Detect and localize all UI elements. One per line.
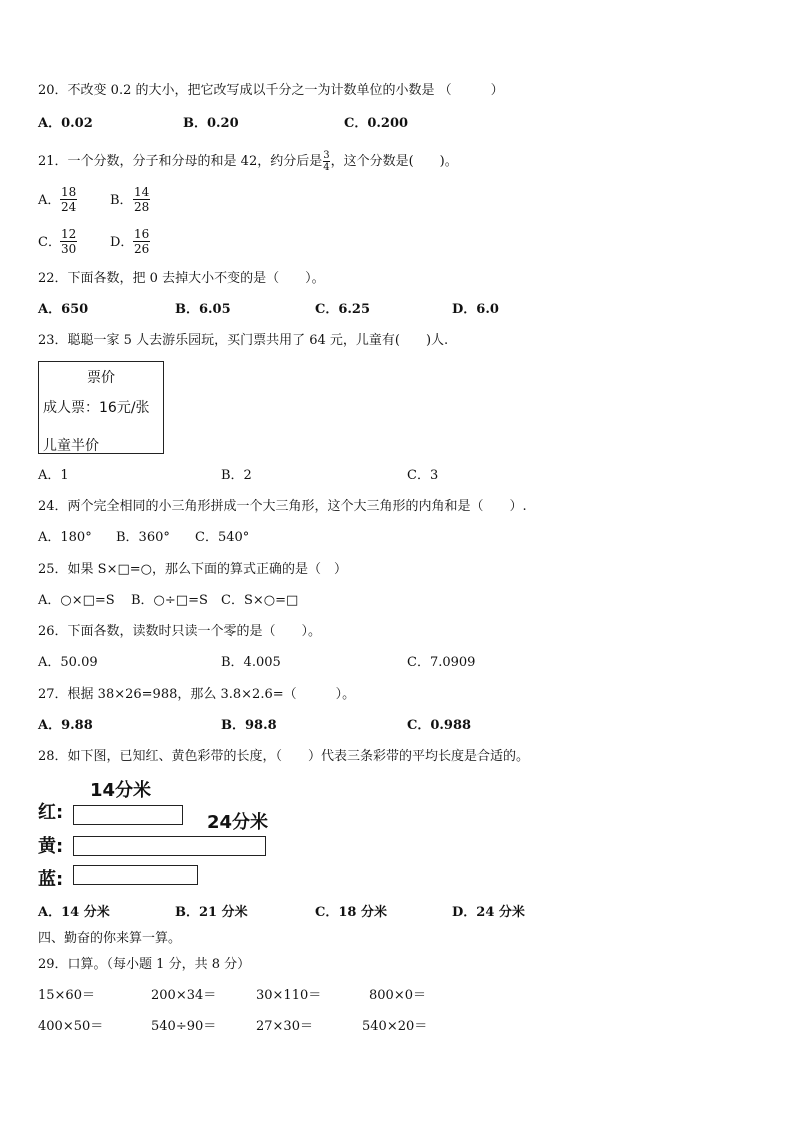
q21-option-d-letter: D． [110, 235, 134, 250]
q21-c-den: 30 [61, 242, 77, 256]
q24-text: 24．两个完全相同的小三角形拼成一个大三角形，这个大三角形的内角和是（ ）. [38, 499, 527, 514]
q22-option-d: D．6.0 [452, 302, 499, 317]
q21-a-den: 24 [61, 200, 77, 214]
q22-text: 22．下面各数，把 0 去掉大小不变的是（ ）。 [38, 271, 325, 286]
q28-option-a: A．14 分米 [38, 905, 110, 920]
q26-text: 26．下面各数，读数时只读一个零的是（ ）。 [38, 624, 322, 639]
q21-d-den: 26 [134, 242, 150, 256]
q20-option-b: B．0.20 [183, 116, 239, 131]
q29-item-4: 800×0＝ [369, 988, 426, 1003]
q27-text: 27．根据 38×26=988，那么 3.8×2.6=（ ）。 [38, 687, 356, 702]
ticket-title: 票价 [87, 370, 115, 386]
red-ribbon-label: 红: [38, 802, 64, 823]
q22-option-b: B．6.05 [175, 302, 231, 317]
q28-option-c: C．18 分米 [315, 905, 387, 920]
q21-a-num: 18 [61, 185, 77, 199]
ticket-child-price: 儿童半价 [43, 438, 99, 454]
q21-c-num: 12 [61, 227, 77, 241]
q23-option-c: C．3 [407, 468, 439, 483]
q26-option-c: C．7.0909 [407, 655, 476, 670]
q21-frac-num: 3 [323, 150, 330, 161]
q29-item-8: 540×20＝ [362, 1019, 428, 1034]
q23-option-b: B．2 [221, 468, 252, 483]
q24-option-b: B．360° [116, 530, 170, 545]
q21-text-after: ，这个分数是( )。 [330, 154, 458, 169]
red-ribbon-bar [73, 805, 183, 825]
q22-option-c: C．6.25 [315, 302, 371, 317]
q21-text [38, 150, 458, 173]
q21-option-c-fraction [60, 227, 77, 256]
yellow-ribbon-label: 黄: [38, 836, 64, 857]
q26-option-a: A．50.09 [38, 655, 98, 670]
q21-option-c-letter: C． [38, 235, 61, 250]
q24-option-a: A．180° [38, 530, 92, 545]
q27-option-c: C．0.988 [407, 718, 472, 733]
q25-option-c: C．S×○=□ [221, 593, 299, 608]
blue-ribbon-label: 蓝: [38, 869, 64, 890]
q29-item-1: 15×60＝ [38, 988, 95, 1003]
q21-fraction [323, 150, 329, 173]
q21-d-num: 16 [134, 227, 150, 241]
red-ribbon-length: 14分米 [90, 780, 152, 801]
q21-option-d-fraction [133, 227, 150, 256]
q28-option-d: D．24 分米 [452, 905, 525, 920]
q21-option-b-letter: B． [110, 193, 133, 208]
q20-option-c: C．0.200 [344, 116, 409, 131]
q29-item-7: 27×30＝ [256, 1019, 313, 1034]
q29-item-6: 540÷90＝ [151, 1019, 217, 1034]
yellow-ribbon-length: 24分米 [207, 812, 269, 833]
q20-option-a: A．0.02 [38, 116, 93, 131]
q21-b-den: 28 [134, 200, 150, 214]
q23-text: 23．聪聪一家 5 人去游乐园玩，买门票共用了 64 元，儿童有( )人. [38, 333, 449, 348]
q28-text: 28．如下图，已知红、黄色彩带的长度，（ ）代表三条彩带的平均长度是合适的。 [38, 749, 530, 764]
blue-ribbon-bar [73, 865, 198, 885]
q21-b-num: 14 [134, 185, 150, 199]
q21-option-a-fraction [60, 185, 77, 214]
q27-option-a: A．9.88 [38, 718, 93, 733]
q21-option-b-fraction [133, 185, 150, 214]
ticket-adult-price: 成人票：16元/张 [43, 400, 150, 416]
q27-option-b: B．98.8 [221, 718, 277, 733]
q20-text: 20．不改变 0.2 的大小，把它改写成以千分之一为计数单位的小数是 （ ） [38, 83, 504, 98]
q28-option-b: B．21 分米 [175, 905, 248, 920]
q29-item-3: 30×110＝ [256, 988, 322, 1003]
q29-item-5: 400×50＝ [38, 1019, 104, 1034]
yellow-ribbon-bar [73, 836, 266, 856]
q25-option-b: B．○÷□=S [131, 593, 208, 608]
q21-frac-den: 4 [323, 162, 330, 173]
q23-option-a: A．1 [38, 468, 69, 483]
q25-option-a: A．○×□=S [38, 593, 115, 608]
q21-text-before: 21．一个分数，分子和分母的和是 42，约分后是 [38, 154, 323, 169]
q24-option-c: C．540° [195, 530, 250, 545]
q26-option-b: B．4.005 [221, 655, 281, 670]
q21-option-a-letter: A． [38, 193, 61, 208]
q29-text: 29．口算。（每小题 1 分，共 8 分） [38, 957, 251, 972]
q29-item-2: 200×34＝ [151, 988, 217, 1003]
q25-text: 25．如果 S×□=○，那么下面的算式正确的是（ ） [38, 562, 347, 577]
section-4-heading: 四、勤奋的你来算一算。 [38, 931, 182, 946]
q22-option-a: A．650 [38, 302, 89, 317]
ticket-price-box [38, 361, 164, 454]
